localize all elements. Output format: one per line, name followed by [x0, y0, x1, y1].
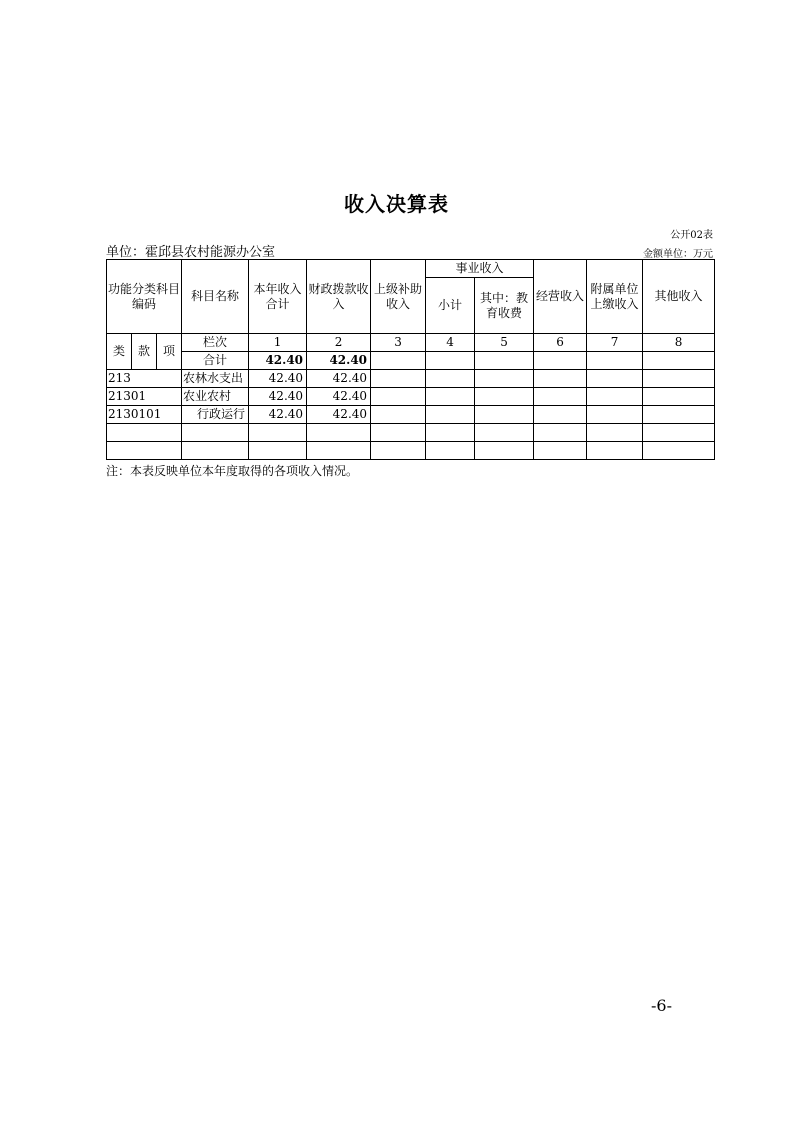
cell-value: [587, 424, 643, 442]
total-value: [475, 352, 534, 370]
cell-value: 42.40: [307, 406, 371, 424]
total-value: [371, 352, 426, 370]
total-value: [587, 352, 643, 370]
subject-name: [182, 442, 249, 460]
reporting-unit: 单位：霍邱县农村能源办公室: [106, 245, 276, 260]
cell-value: [587, 388, 643, 406]
cell-value: [371, 388, 426, 406]
form-number: 公开02表: [670, 230, 713, 241]
header-operating-income: 经营收入: [534, 260, 587, 334]
total-value: [643, 352, 715, 370]
total-value: [426, 352, 475, 370]
table-row: [107, 388, 715, 406]
table-row: [107, 370, 715, 388]
cell-value: [371, 442, 426, 460]
cell-value: [587, 406, 643, 424]
func-code: 2130101: [107, 406, 182, 424]
header-func-code: 功能分类科目编码: [107, 260, 182, 334]
cell-value: [426, 424, 475, 442]
header-other-income: 其他收入: [643, 260, 715, 334]
cell-value: [534, 406, 587, 424]
cell-value: [426, 442, 475, 460]
total-value: 42.40: [249, 352, 307, 370]
header-lei: 类: [107, 334, 132, 370]
table-row: [107, 442, 715, 460]
header-affiliated-income: 附属单位上缴收入: [587, 260, 643, 334]
cell-value: [534, 424, 587, 442]
col-num: 3: [371, 334, 426, 352]
header-subtotal: 小计: [426, 278, 475, 334]
cell-value: [643, 424, 715, 442]
cell-value: [534, 388, 587, 406]
income-table: [106, 259, 715, 460]
col-num: 1: [249, 334, 307, 352]
header-subject-name: 科目名称: [182, 260, 249, 334]
cell-value: 42.40: [249, 370, 307, 388]
col-num: 7: [587, 334, 643, 352]
cell-value: [534, 370, 587, 388]
header-xiang: 项: [157, 334, 182, 370]
page-title: 收入决算表: [344, 192, 449, 216]
cell-value: [643, 370, 715, 388]
cell-value: [475, 388, 534, 406]
header-kuan: 款: [132, 334, 157, 370]
cell-value: [475, 424, 534, 442]
total-value: 42.40: [307, 352, 371, 370]
cell-value: [426, 406, 475, 424]
header-business-income: 事业收入: [426, 260, 534, 278]
cell-value: [426, 388, 475, 406]
cell-value: [475, 406, 534, 424]
total-value: [534, 352, 587, 370]
cell-value: 42.40: [307, 370, 371, 388]
func-code: [107, 424, 182, 442]
cell-value: [643, 442, 715, 460]
table-row: [107, 424, 715, 442]
header-column-no: 栏次: [182, 334, 249, 352]
cell-value: 42.40: [249, 406, 307, 424]
cell-value: [587, 370, 643, 388]
func-code: 21301: [107, 388, 182, 406]
header-superior-subsidy: 上级补助收入: [371, 260, 426, 334]
table-note: 注：本表反映单位本年度取得的各项收入情况。: [106, 464, 359, 478]
header-edu-fee: 其中：教育收费: [475, 278, 534, 334]
cell-value: 42.40: [307, 388, 371, 406]
total-row-label: 合计: [182, 352, 249, 370]
cell-value: [587, 442, 643, 460]
col-num: 6: [534, 334, 587, 352]
col-num: 4: [426, 334, 475, 352]
header-fiscal-income: 财政拨款收入: [307, 260, 371, 334]
col-num: 5: [475, 334, 534, 352]
col-num: 2: [307, 334, 371, 352]
cell-value: [534, 442, 587, 460]
cell-value: [249, 442, 307, 460]
cell-value: [371, 406, 426, 424]
table-row: [107, 406, 715, 424]
subject-name: 行政运行: [182, 406, 249, 424]
subject-name: [182, 424, 249, 442]
func-code: [107, 442, 182, 460]
subject-name: 农林水支出: [182, 370, 249, 388]
cell-value: [249, 424, 307, 442]
func-code: 213: [107, 370, 182, 388]
cell-value: [426, 370, 475, 388]
money-unit: 金额单位：万元: [643, 249, 713, 260]
cell-value: [371, 370, 426, 388]
header-total-income: 本年收入合计: [249, 260, 307, 334]
cell-value: [475, 442, 534, 460]
cell-value: [371, 424, 426, 442]
cell-value: [643, 406, 715, 424]
cell-value: [643, 388, 715, 406]
cell-value: 42.40: [249, 388, 307, 406]
cell-value: [475, 370, 534, 388]
page-number: -6-: [651, 996, 672, 1015]
col-num: 8: [643, 334, 715, 352]
subject-name: 农业农村: [182, 388, 249, 406]
cell-value: [307, 442, 371, 460]
cell-value: [307, 424, 371, 442]
